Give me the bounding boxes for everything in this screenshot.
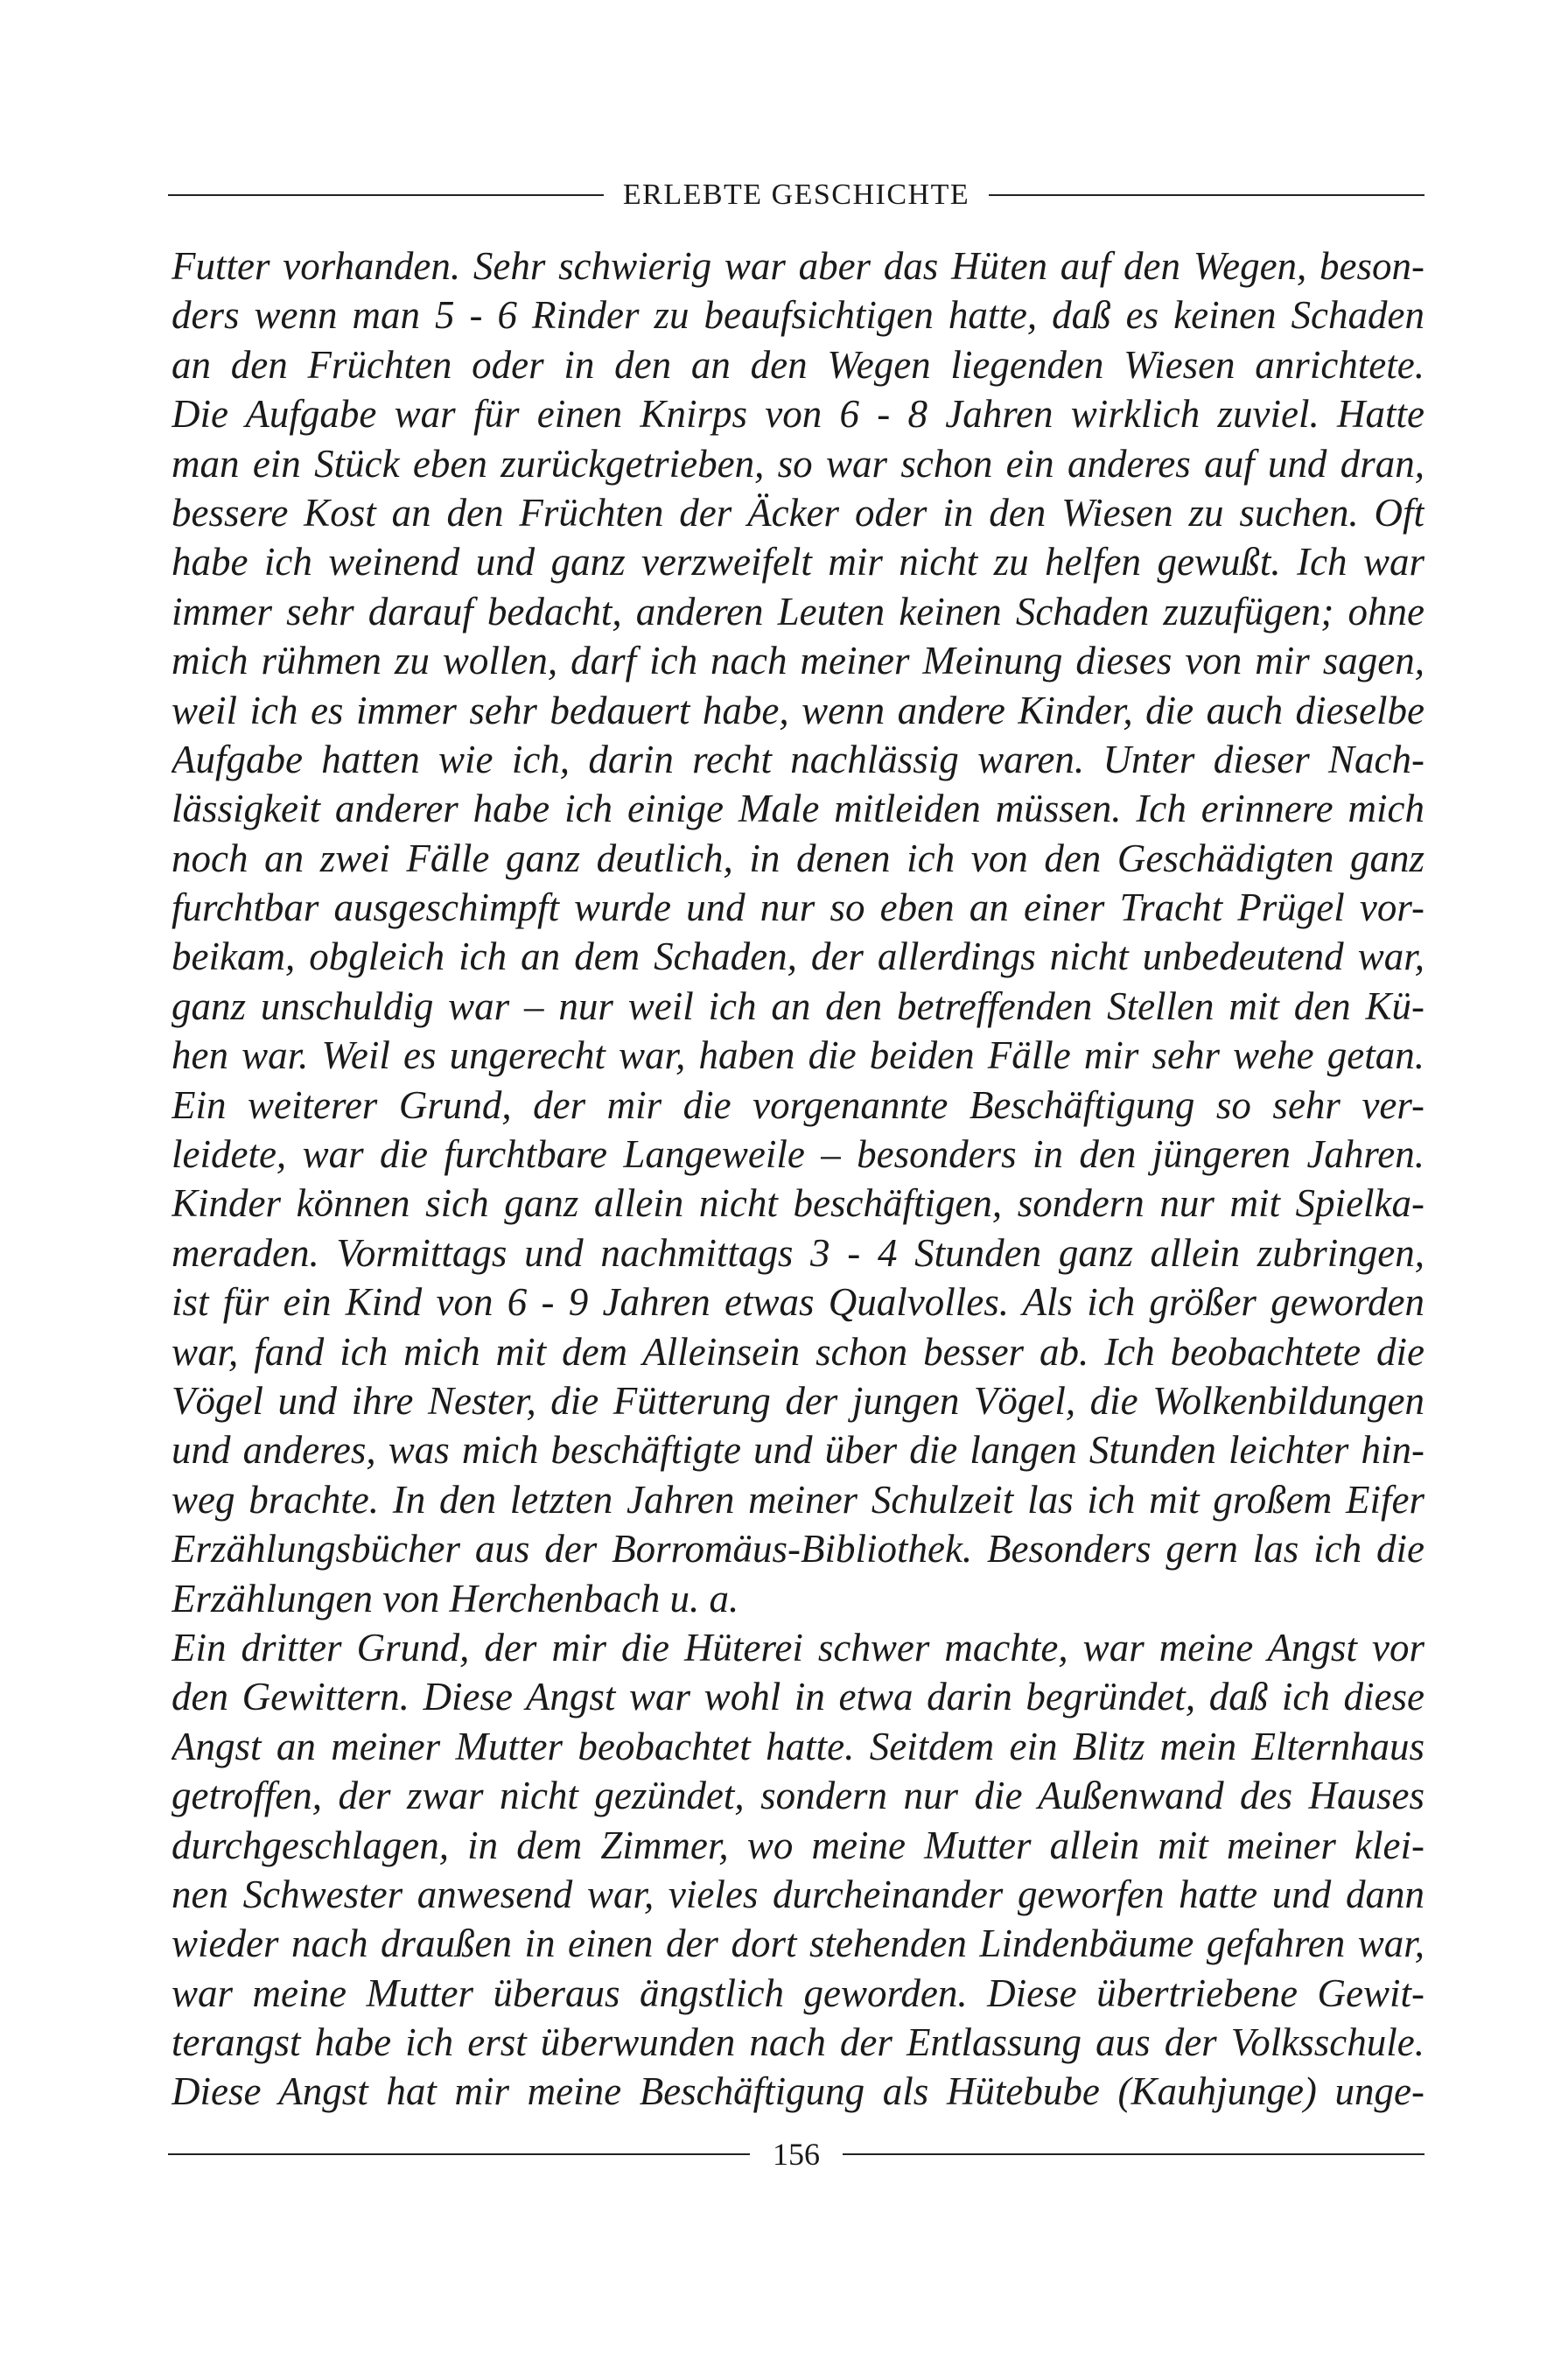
header-rule-left [168,194,604,196]
text-line: lässigkeit anderer habe ich einige Male mitleiden müssen. Ich erinnere mich [172,787,1424,831]
text-line: und anderes, was mich beschäftigte und über die langen Stunden leichter hin- [172,1428,1424,1473]
text-line: Vögel und ihre Nester, die Fütterung der jungen Vögel, die Wolkenbildungen [172,1378,1424,1423]
text-line: Erzählungsbücher aus der Borromäus-Bibliothek. Besonders gern las ich die [172,1527,1424,1572]
body-text [172,242,1424,2117]
text-line: weg brachte. In den letzten Jahren meiner Schulzeit las ich mit großem Eifer [172,1477,1424,1522]
text-line: Angst an meiner Mutter beobachtet hatte. Seitdem ein Blitz mein Elternhaus [172,1724,1424,1768]
text-line: noch an zwei Fälle ganz deutlich, in denen ich von den Geschädigten ganz [172,836,1424,880]
text-line: war meine Mutter überaus ängstlich geworden. Diese übertriebene Gewit- [172,1970,1424,2015]
footer-rule-right [843,2153,1424,2155]
text-line: den Gewittern. Diese Angst war wohl in etwa darin begründet, daß ich diese [172,1675,1424,1719]
text-line: ganz unschuldig war – nur weil ich an den betreffenden Stellen mit den Kü- [172,984,1424,1028]
text-line: Diese Angst hat mir meine Beschäftigung als Hütebube (Kauhjunge) unge- [172,2069,1424,2114]
page-footer [168,2132,1424,2176]
text-line: Futter vorhanden. Sehr schwierig war aber das Hüten auf den Wegen, beson- [172,244,1424,288]
text-line: Die Aufgabe war für einen Knirps von 6 - 8 Jahren wirklich zuviel. Hatte [172,392,1424,437]
running-header-title: ERLEBTE GESCHICHTE [622,178,970,211]
text-line: getroffen, der zwar nicht gezündet, sondern nur die Außenwand des Hauses [172,1774,1424,1818]
page-number: 156 [773,2137,820,2172]
text-line: Erzählungen von Herchenbach u. a. [172,1576,739,1620]
text-line: habe ich weinend und ganz verzweifelt mir nicht zu helfen gewußt. Ich war [172,540,1424,584]
header-rule-right [989,194,1424,196]
text-line: beikam, obgleich ich an dem Schaden, der allerdings nicht unbedeutend war, [172,934,1424,979]
text-line: Ein weiterer Grund, der mir die vorgenannte Beschäftigung so sehr ver- [172,1082,1424,1127]
text-line: Kinder können sich ganz allein nicht beschäftigen, sondern nur mit Spielka- [172,1181,1424,1226]
text-line: ders wenn man 5 - 6 Rinder zu beaufsichtigen hatte, daß es keinen Schaden [172,293,1424,338]
text-line: ist für ein Kind von 6 - 9 Jahren etwas Qualvolles. Als ich größer geworden [172,1280,1424,1325]
text-line: immer sehr darauf bedacht, anderen Leuten keinen Schaden zuzufügen; ohne [172,589,1424,634]
text-line: man ein Stück eben zurückgetrieben, so war schon ein anderes auf und dran, [172,441,1424,486]
footer-rule-left [168,2153,750,2155]
text-line: war, fand ich mich mit dem Alleinsein schon besser ab. Ich beobachtete die [172,1329,1424,1374]
text-line: an den Früchten oder in den an den Wegen liegenden Wiesen anrichtete. [172,342,1424,387]
text-line: hen war. Weil es ungerecht war, haben die beiden Fälle mir sehr wehe getan. [172,1033,1424,1078]
text-line: durchgeschlagen, in dem Zimmer, wo meine Mutter allein mit meiner klei- [172,1823,1424,1867]
text-line: furchtbar ausgeschimpft wurde und nur so eben an einer Tracht Prügel vor- [172,886,1424,930]
text-line: terangst habe ich erst überwunden nach der Entlassung aus der Volksschule. [172,2020,1424,2065]
text-line: wieder nach draußen in einen der dort stehenden Lindenbäume gefahren war, [172,1922,1424,1966]
text-line: nen Schwester anwesend war, vieles durcheinander geworfen hatte und dann [172,1872,1424,1916]
text-line: leidete, war die furchtbare Langeweile – besonders in den jüngeren Jahren. [172,1132,1424,1177]
text-line: Aufgabe hatten wie ich, darin recht nachlässig waren. Unter dieser Nach- [172,737,1424,781]
text-line: meraden. Vormittags und nachmittags 3 - 4 Stunden ganz allein zubringen, [172,1230,1424,1275]
text-line: weil ich es immer sehr bedauert habe, wenn andere Kinder, die auch dieselbe [172,688,1424,732]
text-line: bessere Kost an den Früchten der Äcker oder in den Wiesen zu suchen. Oft [172,490,1424,535]
text-line: Ein dritter Grund, der mir die Hüterei schwer machte, war meine Angst vor [172,1625,1424,1670]
text-line: mich rühmen zu wollen, darf ich nach meiner Meinung dieses von mir sagen, [172,639,1424,683]
running-header [168,173,1424,217]
